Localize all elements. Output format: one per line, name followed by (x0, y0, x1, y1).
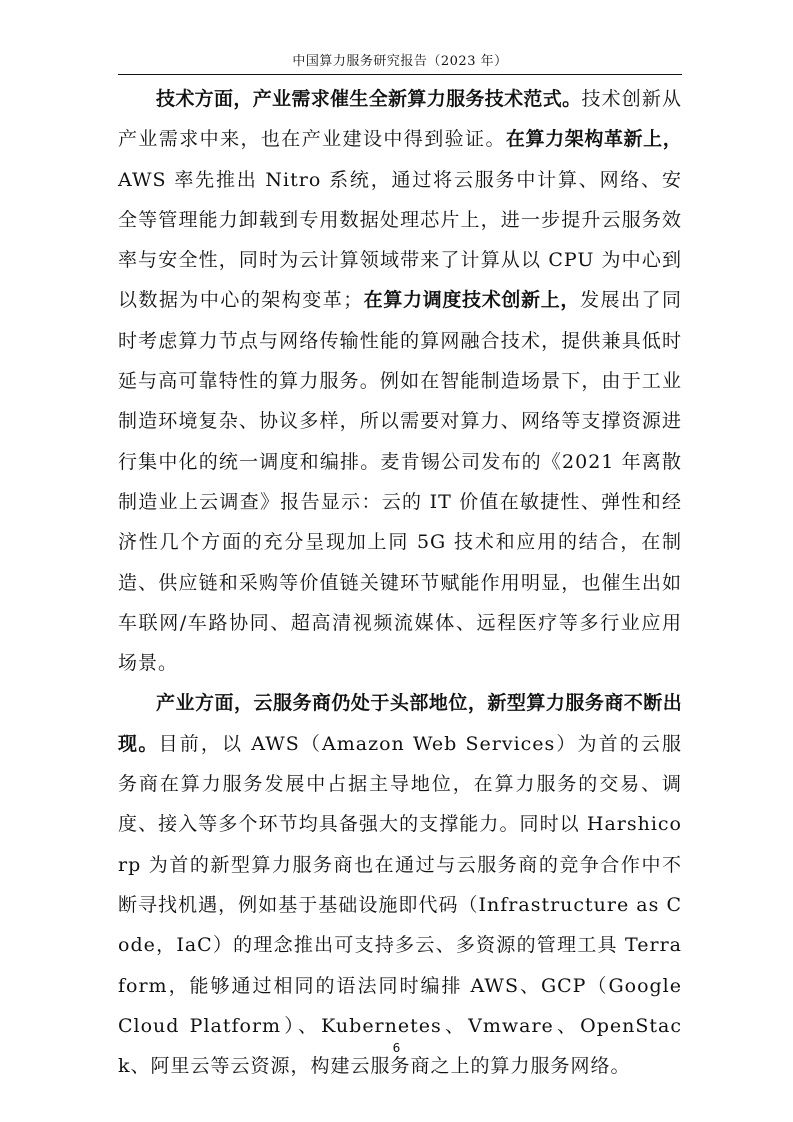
heading-technology: 技术方面，产业需求催生全新算力服务技术范式。 (156, 88, 582, 110)
running-header: 中国算力服务研究报告（2023 年） (292, 54, 508, 69)
text-segment: 发展出了同时考虑算力节点与网络传输性能的算网融合技术，提供兼具低时延与高可靠特性的算力服务。例如在智能制造场景下，由于工业制造环境复杂、协议多样，所以需要对算力、网络等支撑资源进行集中化的统一调度和编排。麦肯锡公司发布的《2021 年离散制造业上云调查》报告显示：云的 IT 价值在敏捷性、弹性和经济性几个方面的充分呈现加上同 5G 技术和应用的结合，在制造、供应链和采购等价值链关键环节赋能作用明显，也催生出如车联网/车路协同、超高清视频流媒体、远程医疗等多行业应用场景。 (118, 289, 682, 675)
header-divider (118, 74, 682, 75)
text-segment: 技术创新从产业需求中来，也在产业建设中得到验证。 (118, 88, 682, 151)
heading-industry: 产业方面，云服务商仍处于头部地位，新型算力服务商不断出现。 (118, 692, 682, 755)
paragraph-technology (118, 79, 682, 683)
paragraph-industry (118, 683, 682, 1086)
text-segment: AWS 率先推出 Nitro 系统，通过将云服务中计算、网络、安全等管理能力卸载到专用数据处理芯片上，进一步提升云服务效率与安全性，同时为云计算领域带来了计算从以 CPU 为中心到以数据为中心的架构变革； (118, 168, 682, 312)
subheading-scheduling: 在算力调度技术创新上， (363, 289, 581, 312)
page-number: 6 (392, 1041, 401, 1055)
body-text (118, 79, 682, 1086)
text-segment: 目前，以 AWS（Amazon Web Services）为首的云服务商在算力服务发展中占据主导地位，在算力服务的交易、调度、接入等多个环节均具备强大的支撑能力。同时以 Harshicorp 为首的新型算力服务商也在通过与云服务商的竞争合作中不断寻找机遇，例如基于基础设施即代码（Infrastructure as Code，IaC）的理念推出可支持多云、多资源的管理工具 Terraform，能够通过相同的语法同时编排 AWS、GCP（Google Cloud Platform）、Kubernetes、Vmware、OpenStack、阿里云等云资源，构建云服务商之上的算力服务网络。 (118, 732, 683, 1078)
subheading-architecture: 在算力架构革新上， (505, 128, 682, 151)
